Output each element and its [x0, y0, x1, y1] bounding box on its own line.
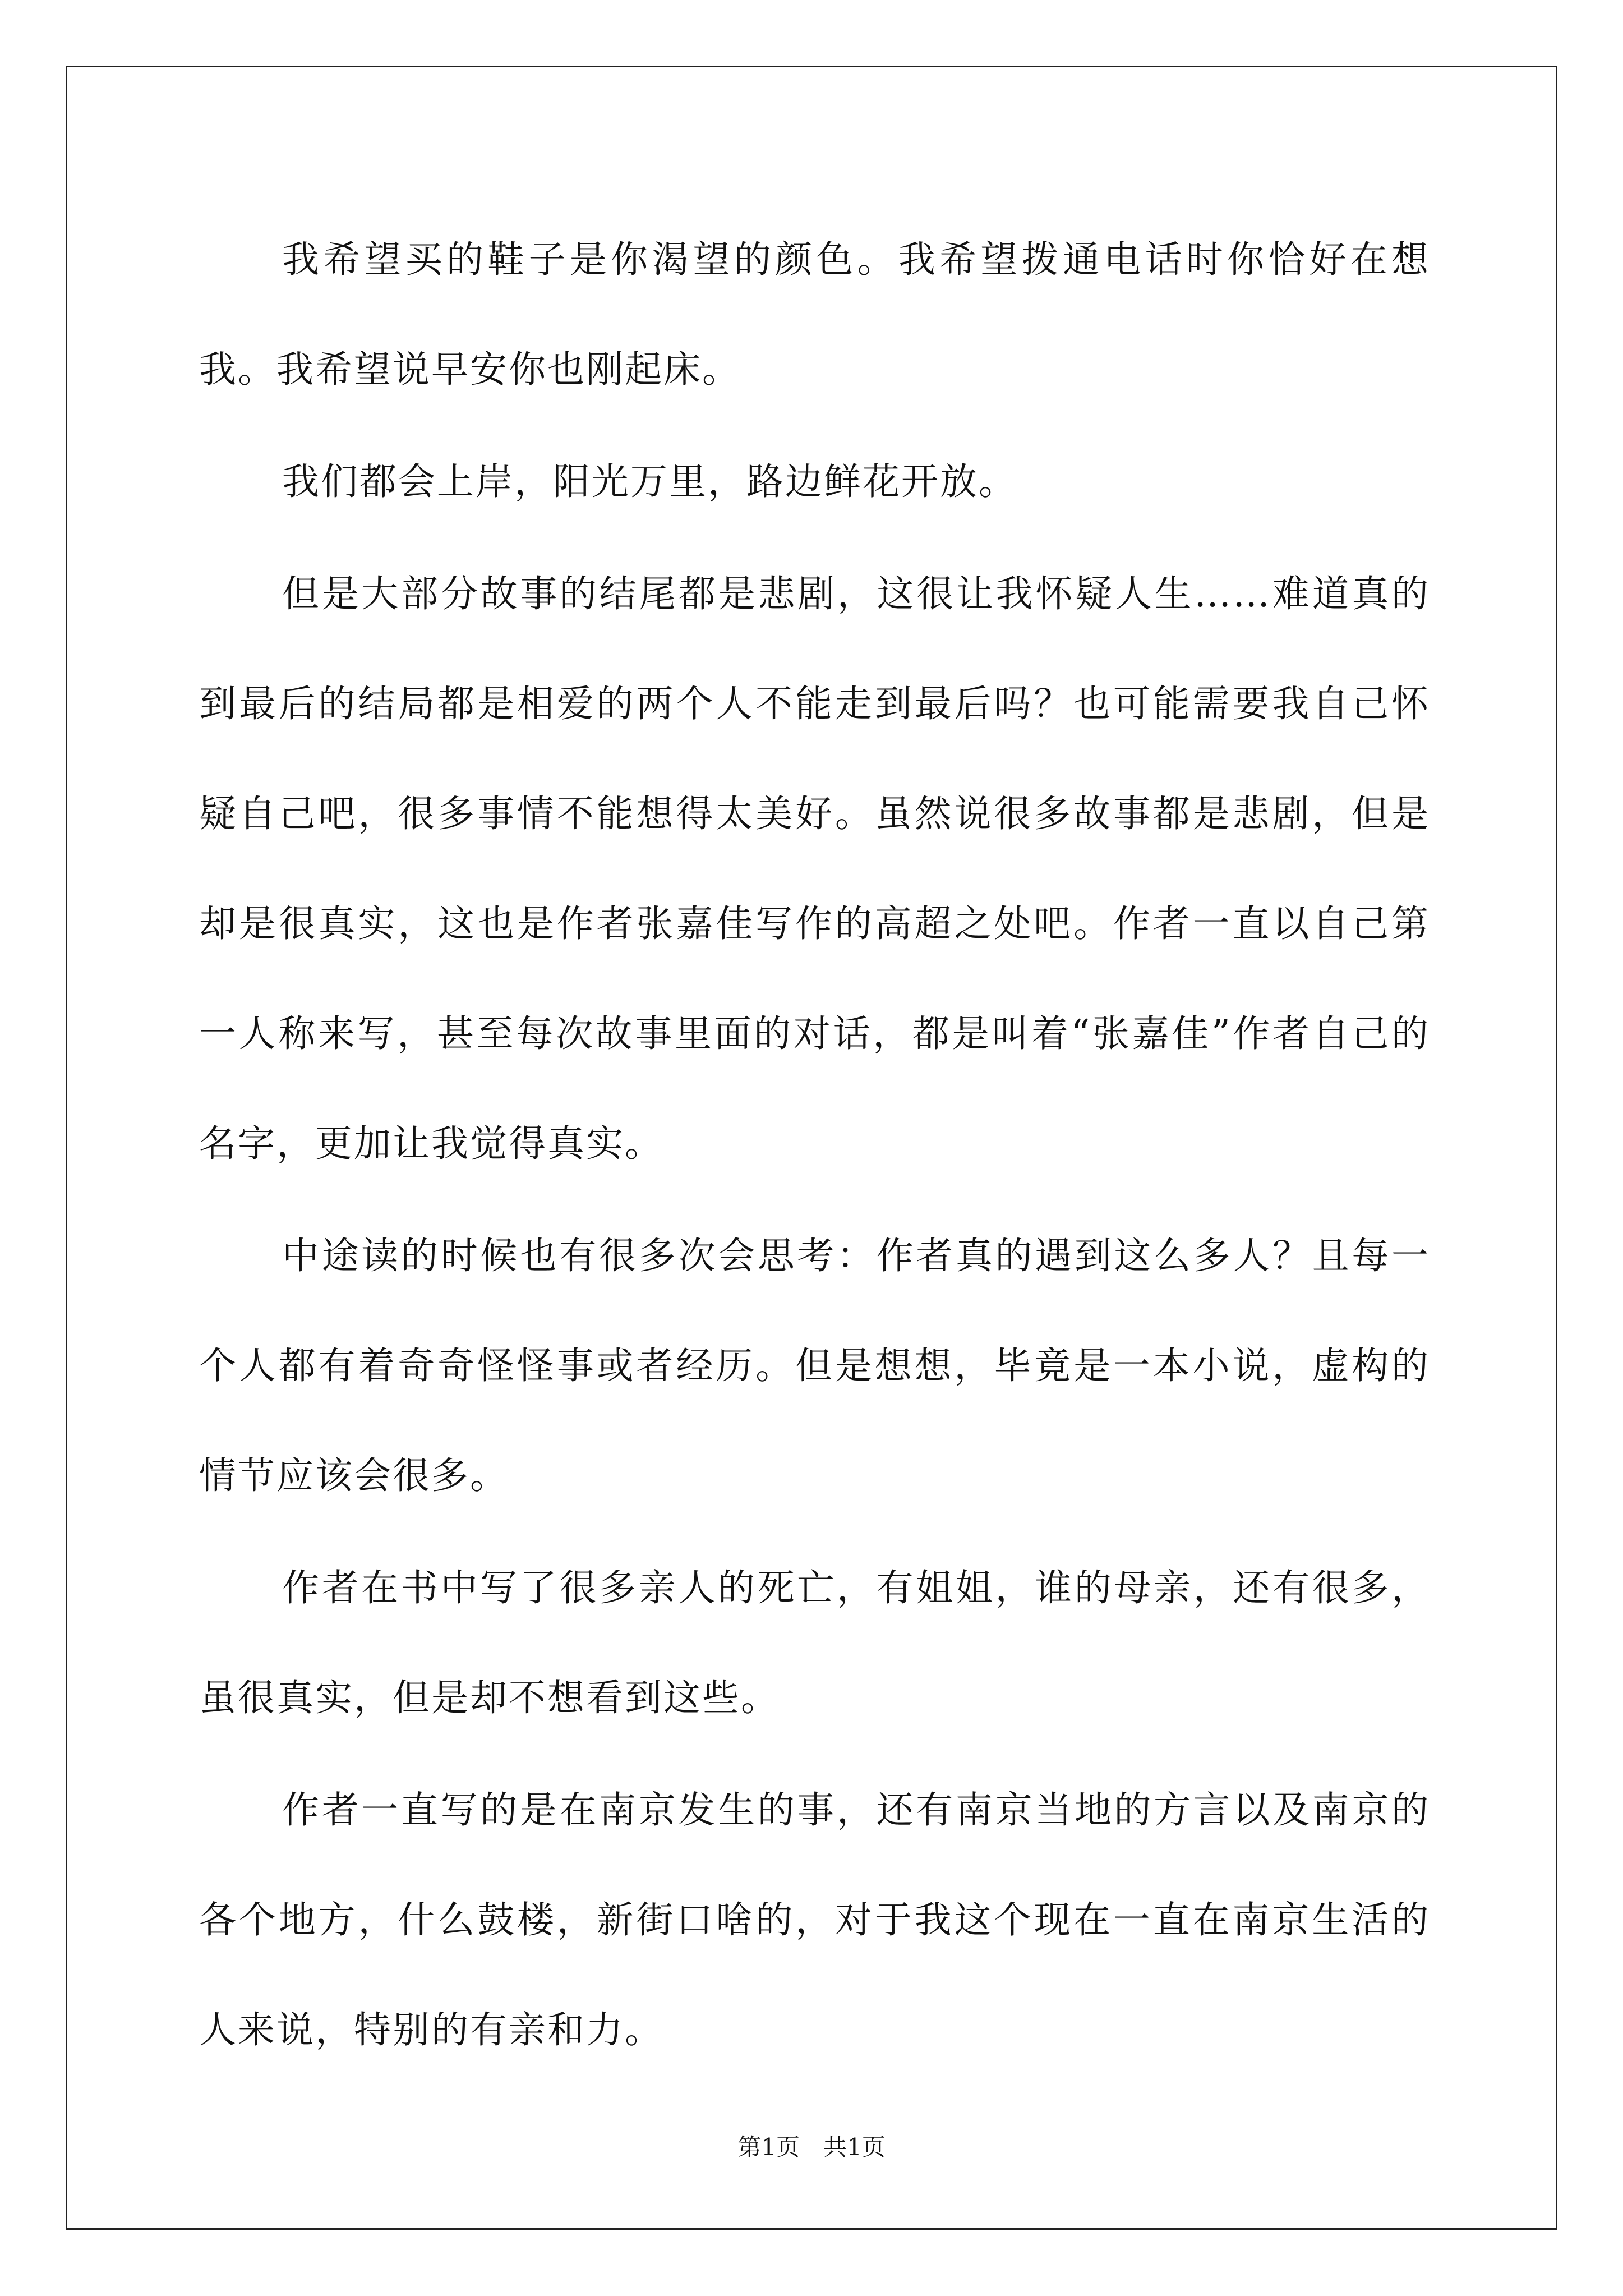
paragraph: 但是大部分故事的结尾都是悲剧，这很让我怀疑人生……难道真的到最后的结局都是相爱的两个人不能走到最后吗？也可能需要我自己怀疑自己吧，很多事情不能想得太美好。虽然说很多故事都是悲剧，但是却是很真实，这也是作者张嘉佳写作的高超之处吧。作者一直以自己第一人称来写，甚至每次故事里面的对话，都是叫着“张嘉佳”作者自己的名字，更加让我觉得真实。: [199, 572, 1430, 1165]
document-body: [199, 205, 1430, 2087]
paragraph: 我希望买的鞋子是你渴望的颜色。我希望拨通电话时你恰好在想我。我希望说早安你也刚起床。: [199, 238, 1430, 391]
paragraph: 中途读的时候也有很多次会思考：作者真的遇到这么多人？且每一个人都有着奇奇怪怪事或者经历。但是想想，毕竟是一本小说，虚构的情节应该会很多。: [199, 1234, 1430, 1497]
page-footer: 第1页 共1页: [737, 2133, 886, 2161]
paragraph: 作者在书中写了很多亲人的死亡，有姐姐，谁的母亲，还有很多，虽很真实，但是却不想看到这些。: [199, 1566, 1430, 1719]
paragraph: 我们都会上岸，阳光万里，路边鲜花开放。: [282, 460, 1017, 503]
paragraph: 作者一直写的是在南京发生的事，还有南京当地的方言以及南京的各个地方，什么鼓楼，新街口啥的，对于我这个现在一直在南京生活的人来说，特别的有亲和力。: [199, 1788, 1430, 2051]
